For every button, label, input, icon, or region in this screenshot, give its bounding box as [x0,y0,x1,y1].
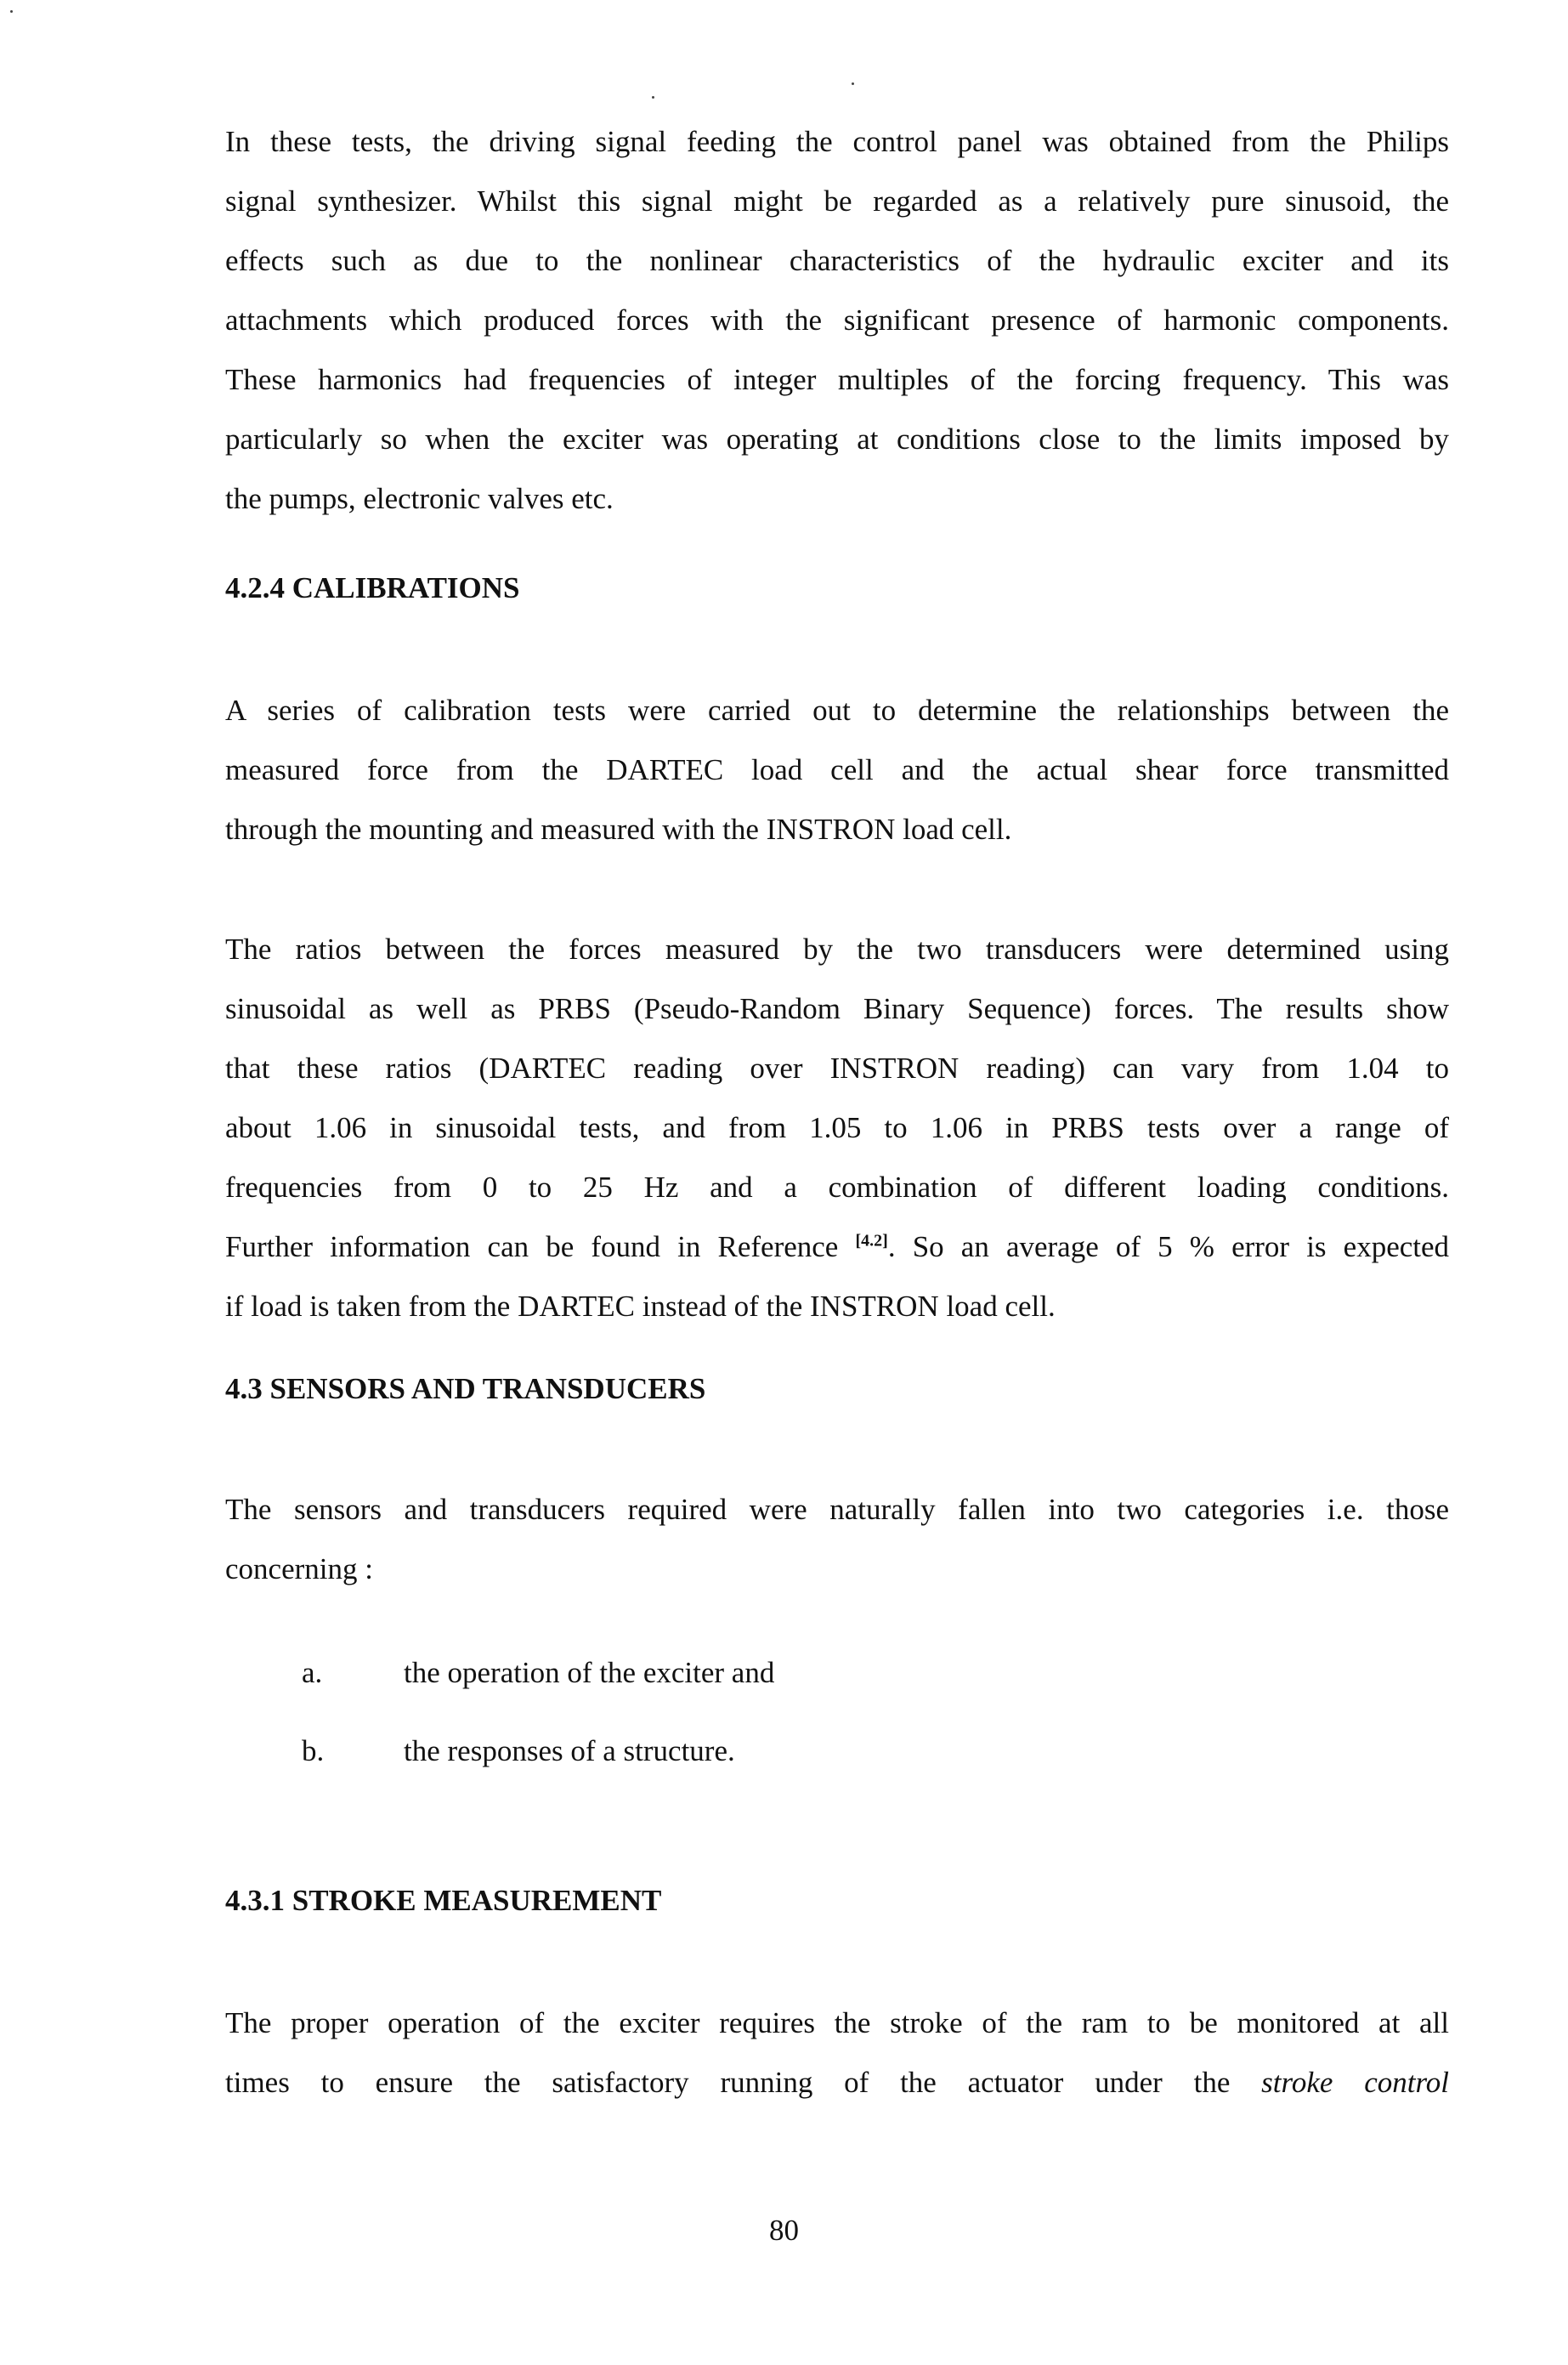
paragraph-sensor-categories [225,1480,1449,1599]
paragraph-calibration-tests [225,681,1449,859]
page-number: 80 [769,2214,799,2247]
text-line: if load is taken from the DARTEC instead of the INSTRON load cell. [225,1290,1056,1323]
text-line: signal synthesizer. Whilst this signal might be regarded as a relatively pure sinusoid, the [225,184,1449,218]
reference-text-after: . So an average of 5 % error is expected [887,1230,1450,1263]
reference-citation[interactable]: [4.2] [855,1231,888,1251]
text-line: These harmonics had frequencies of integer multiples of the forcing frequency. This was [225,363,1449,396]
section-heading-calibrations: 4.2.4 CALIBRATIONS [225,571,520,604]
text-line: particularly so when the exciter was operating at conditions close to the limits imposed by [225,423,1449,456]
list-item [302,1734,735,1768]
text-line-reference [225,1217,1449,1277]
italic-term-stroke-control: stroke control [1261,2066,1450,2099]
text-line: measured force from the DARTEC load cell and the actual shear force transmitted [225,753,1449,786]
text-line: the pumps, electronic valves etc. [225,482,614,515]
reference-text-before: Further information can be found in Reference [225,1230,839,1263]
scan-speck [652,96,654,99]
scan-speck [10,10,13,13]
scan-speck [852,82,854,85]
text-line: The ratios between the forces measured by the two transducers were determined using [225,933,1449,966]
section-heading-stroke-measurement: 4.3.1 STROKE MEASUREMENT [225,1884,662,1917]
text-line: attachments which produced forces with the significant presence of harmonic components. [225,303,1449,337]
paragraph-force-ratios [225,920,1449,1336]
text-line [225,2053,1449,2113]
list-item-text: the operation of the exciter and [404,1656,775,1689]
text-line: frequencies from 0 to 25 Hz and a combination of different loading conditions. [225,1171,1449,1204]
text-line: A series of calibration tests were carried out to determine the relationships between the [225,694,1449,727]
paragraph-stroke-control [225,1994,1449,2113]
text-line: The proper operation of the exciter requires the stroke of the ram to be monitored at all [225,2006,1449,2039]
text-line: sinusoidal as well as PRBS (Pseudo-Random Binary Sequence) forces. The results show [225,992,1449,1025]
text-line: concerning : [225,1552,373,1585]
list-marker: a. [302,1656,323,1689]
section-heading-sensors: 4.3 SENSORS AND TRANSDUCERS [225,1372,706,1405]
text-segment: times to ensure the satisfactory running of the actuator under the [225,2066,1231,2099]
text-line: through the mounting and measured with the INSTRON load cell. [225,813,1012,846]
text-line: that these ratios (DARTEC reading over INSTRON reading) can vary from 1.04 to [225,1052,1449,1085]
paragraph-harmonics [225,112,1449,529]
list-marker: b. [302,1734,325,1767]
text-line: In these tests, the driving signal feeding the control panel was obtained from the Philips [225,125,1449,158]
list-item [302,1656,774,1690]
text-line: The sensors and transducers required were naturally fallen into two categories i.e. those [225,1493,1449,1526]
list-item-text: the responses of a structure. [404,1734,735,1767]
text-line: about 1.06 in sinusoidal tests, and from 1.05 to 1.06 in PRBS tests over a range of [225,1111,1449,1144]
text-line: effects such as due to the nonlinear characteristics of the hydraulic exciter and its [225,244,1449,277]
